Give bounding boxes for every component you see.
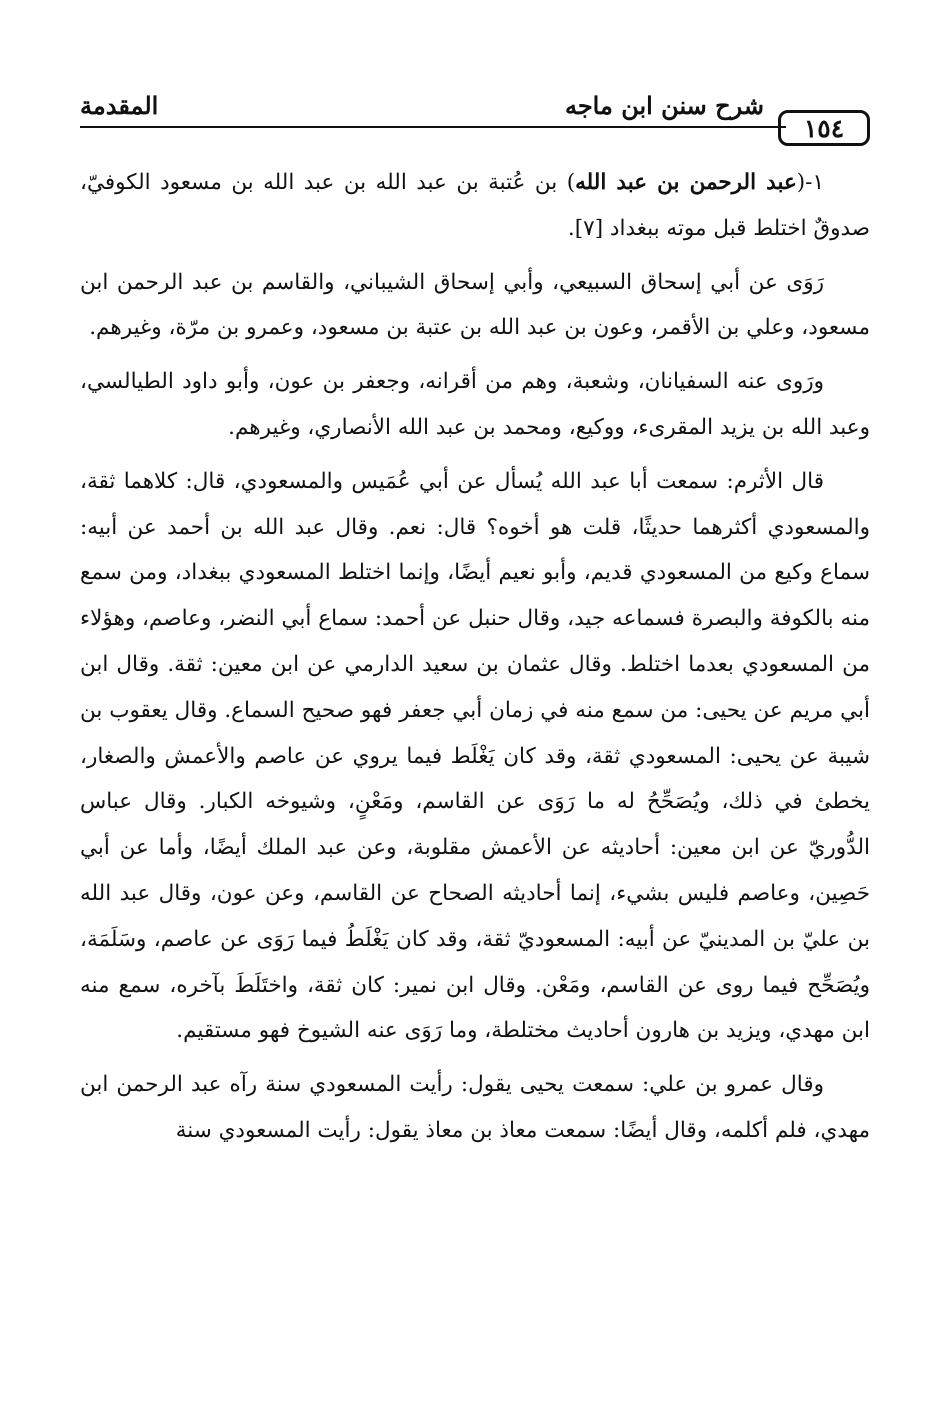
entry-heading-paragraph	[80, 160, 870, 252]
amr-ibn-ali-paragraph: وقال عمرو بن علي: سمعت يحيى يقول: رأيت المسعودي سنة رآه عبد الرحمن ابن مهدي، فلم أكلمه، وقال أيضًا: سمعت معاذ بن معاذ يقول: رأيت المسعودي سنة	[80, 1072, 870, 1143]
entry-description: ) بن عُتبة بن عبد الله بن عبد الله بن مسعود الكوفيّ، صدوقٌ اختلط قبل موته ببغداد [٧].	[80, 170, 870, 241]
section-title: المقدمة	[80, 91, 159, 120]
body-text	[80, 160, 870, 1162]
critics-opinions-paragraph: قال الأثرم: سمعت أبا عبد الله يُسأل عن أبي عُمَيس والمسعودي، قال: كلاهما ثقة، والمسعودي أكثرهما حديثًا، قلت هو أخوه؟ قال: نعم. وقال عبد الله بن أحمد عن أبيه: سماع وكيع من المسعودي قديم، وأبو نعيم أيضًا، وإنما اختلط المسعودي ببغداد، ومن سمع منه بالكوفة والبصرة فسماعه جيد، وقال حنبل عن أحمد: سماع أبي النضر، وعاصم، وهؤلاء من المسعودي بعدما اختلط. وقال عثمان بن سعيد الدارمي عن ابن معين: ثقة. وقال ابن أبي مريم عن يحيى: من سمع منه في زمان أبي جعفر فهو صحيح السماع. وقال يعقوب بن شيبة عن يحيى: المسعودي ثقة، وقد كان يَغْلَط فيما يروي عن عاصم والأعمش والصغار، يخطئ في ذلك، ويُصَحِّحُ له ما رَوَى عن القاسم، ومَعْنٍ، وشيوخه الكبار. وقال عباس الدُّوريّ عن ابن معين: أحاديثه عن الأعمش مقلوبة، وعن عبد الملك أيضًا، وأما عن أبي حَصِين، وعاصم فليس بشيء، إنما أحاديثه الصحاح عن القاسم، وعن عون، وقال عبد الله بن عليّ بن المدينيّ عن أبيه: المسعوديّ ثقة، وقد كان يَغْلَطُ فيما رَوَى عن عاصم، وسَلَمَة، ويُصَحِّح فيما روى عن القاسم، ومَعْن. وقال ابن نمير: كان ثقة، واختَلَطَ بآخره، سمع منه ابن مهدي، ويزيد بن هارون أحاديث مختلطة، وما رَوَى عنه الشيوخ فهو مستقيم.	[80, 468, 870, 1044]
header-rule	[80, 126, 786, 128]
narrated-by-paragraph: ورَوى عنه السفيانان، وشعبة، وهم من أقرانه، وجعفر بن عون، وأبو داود الطيالسي، وعبد الله بن يزيد المقرىء، ووكيع، ومحمد بن عبد الله الأنصاري، وغيرهم.	[80, 369, 870, 440]
page-number: ١٥٤	[778, 110, 870, 146]
entry-name: عبد الرحمن بن عبد الله	[575, 170, 797, 195]
narrated-from-paragraph: رَوَى عن أبي إسحاق السبيعي، وأبي إسحاق الشيباني، والقاسم بن عبد الرحمن ابن مسعود، وعلي بن الأقمر، وعون بن عبد الله بن عتبة بن مسعود، وعمرو بن مرّة، وغيرهم.	[80, 269, 870, 341]
running-header	[80, 88, 870, 148]
book-title: شرح سنن ابن ماجه	[564, 91, 764, 120]
entry-number: ١-(	[796, 170, 825, 195]
